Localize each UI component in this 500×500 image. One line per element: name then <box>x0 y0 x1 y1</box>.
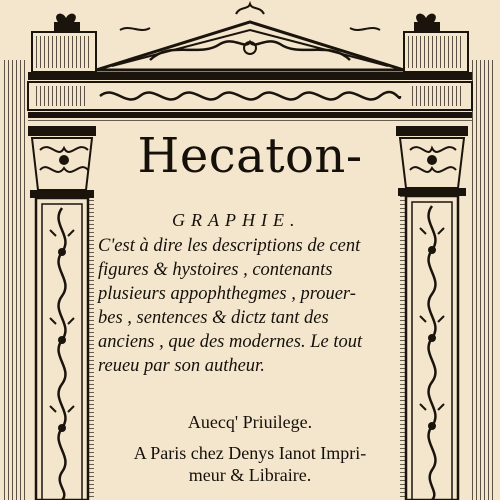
description-line: figures & hystoires , contenants <box>98 260 333 280</box>
pediment <box>28 4 472 124</box>
description-line: reueu par son autheur. <box>98 356 265 376</box>
book-title: Hecaton- <box>137 128 363 184</box>
description-line: plusieurs appophthegmes , prouer- <box>98 284 356 304</box>
imprint-line: A Paris chez Denys Ianot Impri- <box>133 443 367 463</box>
book-subtitle: GRAPHIE. <box>172 210 301 230</box>
right-column <box>396 60 496 500</box>
description-line: anciens , que des modernes. Le tout <box>98 332 363 352</box>
privilege-note: Auecq' Priuilege. <box>187 412 313 432</box>
description-block <box>98 234 402 378</box>
description-line: bes , sentences & dictz tant des <box>98 308 329 328</box>
imprint-block <box>98 442 402 486</box>
description-line: C'est à dire les descriptions de cent <box>98 236 361 256</box>
imprint-line: meur & Libraire. <box>188 465 312 485</box>
left-column <box>4 60 96 500</box>
